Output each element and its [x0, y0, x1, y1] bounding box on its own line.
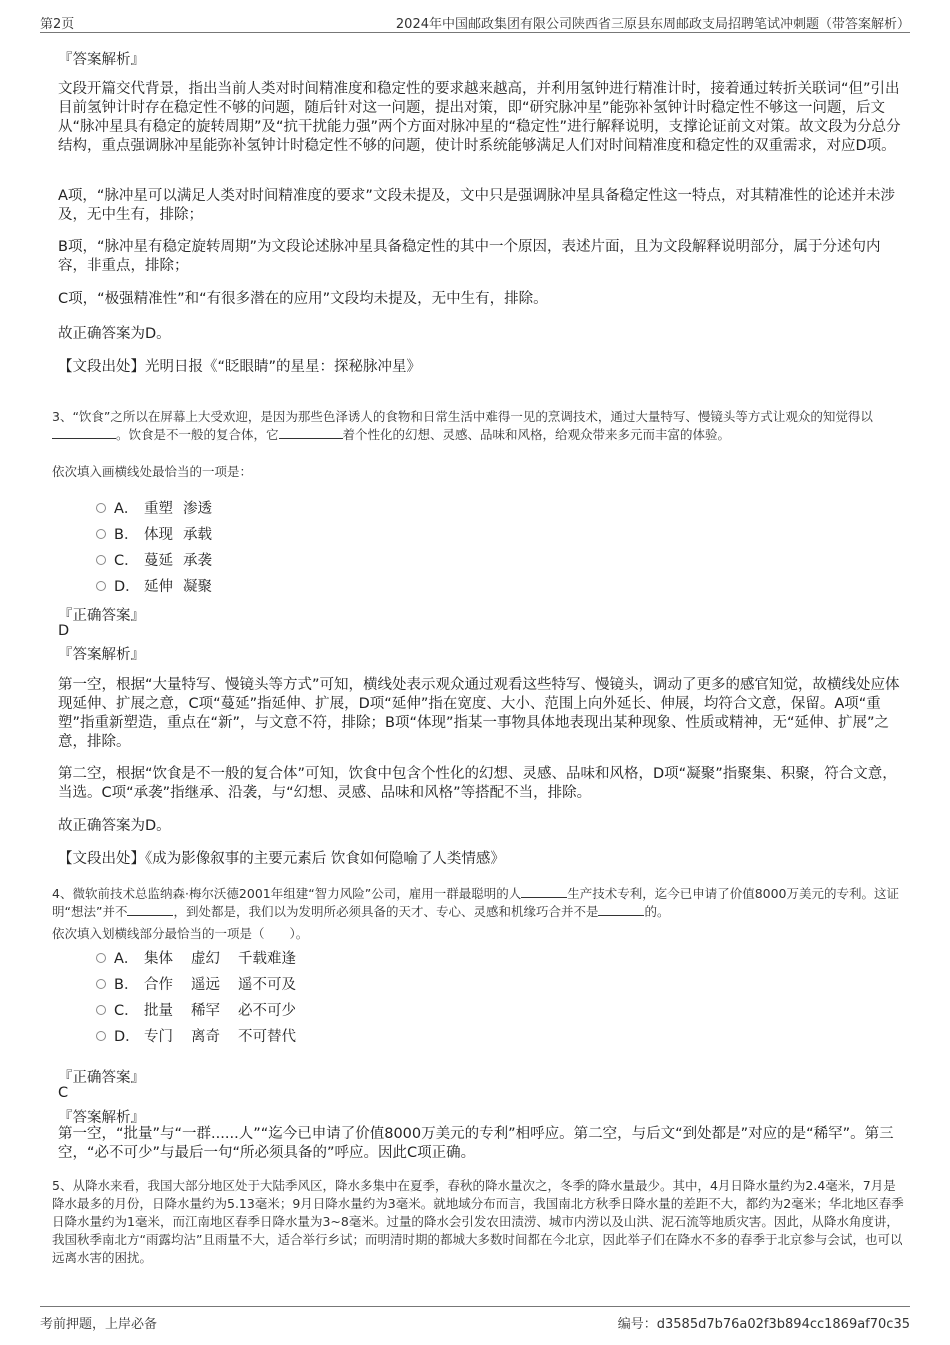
radio-icon[interactable]	[96, 979, 106, 989]
q3-conclusion: 故正确答案为D。	[58, 818, 171, 834]
answer-blank	[598, 903, 644, 916]
page-header	[40, 10, 910, 33]
q5-text: 5、从降水来看，我国大部分地区处于大陆季风区，降水多集中在夏季，春秋的降水量次之，冬季的降水量最少。其中，4月日降水量约为2.4毫米，7月是降水最多的月份，日降水量约为5.13毫米；9月日降水量约为3毫米。就地域分布而言，我国南北方秋季日降水量的差距不大，都约为2毫米；华北地区春季日降水量约为1毫米，而江南地区春季日降水量为3~8毫米。过量的降水会引发农田渍涝、城市内涝以及山洪、泥石流等地质灾害。因此，从降水角度讲，我国秋季南北方“雨露均沾”且雨量不大，适合举行乡试；而明清时期的都城大多数时间都在今北京，因此举子们在降水不多的春季于北京参与会试，也可以远离水害的困扰。	[52, 1178, 904, 1265]
q4-analysis: 第一空，“批量”与“一群......人”“迄今已申请了价值8000万美元的专利”相呼应。第二空，与后文“到处都是”对应的是“稀罕”。第三空，“必不可少”与最后一句“所必须具备的”呼应。因此C项正确。	[58, 1126, 894, 1161]
q4-option-d[interactable]: D． 专门 离奇 不可替代	[96, 1025, 296, 1045]
q3-instruction: 依次填入画横线处最恰当的一项是：	[52, 464, 253, 479]
radio-icon[interactable]	[96, 503, 106, 513]
q3-option-d[interactable]: D． 延伸 凝聚	[96, 575, 212, 595]
q2-analysis-paragraph: 文段开篇交代背景，指出当前人类对时间精准度和稳定性的要求越来越高，并利用氢钟进行精准计时，接着通过转折关联词“但”引出目前氢钟计时存在稳定性不够的问题，随后针对这一问题，提出对策，即“研究脉冲星”能弥补氢钟计时稳定性不够这一问题，后文从“脉冲星具有稳定的旋转周期”及“抗干扰能力强”两个方面对脉冲星的“稳定性”进行解释说明，支撑论证前文对策。故文段为分总分结构，重点强调脉冲星能弥补氢钟计时稳定性不够的问题，使计时系统能够满足人们对时间精准度和稳定性的双重需求，对应D项。	[58, 81, 901, 154]
radio-icon[interactable]	[96, 1031, 106, 1041]
q4-instruction: 依次填入划横线部分最恰当的一项是（ ）。	[52, 926, 309, 941]
answer-blank	[127, 903, 173, 916]
q4-option-c[interactable]: C． 批量 稀罕 必不可少	[96, 999, 296, 1019]
footer-slogan: 考前押题，上岸必备	[40, 1317, 158, 1332]
q4-analysis-label: 『答案解析』	[58, 1110, 145, 1126]
q4-option-a[interactable]: A． 集体 虚幻 千载难逢	[96, 947, 296, 967]
q3-analysis-label: 『答案解析』	[58, 647, 145, 663]
radio-icon[interactable]	[96, 529, 106, 539]
q3-stem: 3、“饮食”之所以在屏幕上大受欢迎，是因为那些色泽诱人的食物和日常生活中难得一见的烹调技术，通过大量特写、慢镜头等方式让观众的知觉得以。饮食是不一般的复合体，它 着个性化的幻想、灵感、品味和风格，给观众带来多元而丰富的体验。	[52, 409, 873, 442]
q2-source: 【文段出处】光明日报《“眨眼睛”的星星：探秘脉冲星》	[58, 359, 422, 375]
q4-stem: 4、微软前技术总监纳森·梅尔沃德2001年组建“智力风险”公司，雇用一群最聪明的人 生产技术专利，迄今已申请了价值8000万美元的专利。这证明“想法”并不 ，到处都是，我们以为发明所必须具备的天才、专心、灵感和机缘巧合并不是 的。	[52, 886, 900, 919]
q4-answer-label: 『正确答案』	[58, 1070, 145, 1086]
radio-icon[interactable]	[96, 555, 106, 565]
q3-option-c[interactable]: C． 蔓延 承袭	[96, 549, 212, 569]
answer-blank	[52, 426, 116, 439]
q3-option-a[interactable]: A． 重塑 渗透	[96, 497, 212, 517]
q2-analysis-label: 『答案解析』	[58, 52, 145, 68]
q3-analysis-paragraph-2: 第二空，根据“饮食是不一般的复合体”可知，饮食中包含个性化的幻想、灵感、品味和风格，D项“凝聚”指聚集、积聚，符合文意，当选。C项“承袭”指继承、沿袭，与“幻想、灵感、品味和风格”等搭配不当，排除。	[58, 766, 897, 801]
document-id: 编号：d3585d7b76a02f3b894cc1869af70c35	[617, 1317, 910, 1332]
radio-icon[interactable]	[96, 1005, 106, 1015]
radio-icon[interactable]	[96, 581, 106, 591]
page-footer	[40, 1306, 910, 1333]
q2-analysis-option-b: B项，“脉冲星有稳定旋转周期”为文段论述脉冲星具备稳定性的其中一个原因，表述片面，且为文段解释说明部分，属于分述句内容，非重点，排除；	[58, 239, 881, 274]
answer-blank	[521, 885, 567, 898]
answer-blank	[279, 426, 343, 439]
q3-answer-label: 『正确答案』	[58, 608, 145, 624]
radio-icon[interactable]	[96, 953, 106, 963]
q2-analysis-option-c: C项，“极强精准性”和“有很多潜在的应用”文段均未提及，无中生有，排除。	[58, 291, 548, 307]
q4-answer: C	[58, 1085, 69, 1101]
q3-analysis-paragraph-1: 第一空，根据“大量特写、慢镜头等方式”可知，横线处表示观众通过观看这些特写、慢镜头，调动了更多的感官知觉，故横线处应体现延伸、扩展之意，C项“蔓延”指延伸、扩展，D项“延伸”指在宽度、大小、范围上向外延长、伸展，均符合文意，保留。A项“重塑”指重新塑造，重点在“新”，与文意不符，排除；B项“体现”指某一事物具体地表现出某种现象、性质或精神，无“延伸、扩展”之意，排除。	[58, 677, 900, 750]
page-number: 第2页	[40, 17, 75, 32]
q2-conclusion: 故正确答案为D。	[58, 326, 171, 342]
q4-option-b[interactable]: B． 合作 遥远 遥不可及	[96, 973, 296, 993]
document-title: 2024年中国邮政集团有限公司陕西省三原县东周邮政支局招聘笔试冲刺题（带答案解析）	[395, 17, 910, 32]
q3-answer: D	[58, 623, 70, 639]
q2-analysis-option-a: A项，“脉冲星可以满足人类对时间精准度的要求”文段未提及，文中只是强调脉冲星具备稳定性这一特点，对其精准性的论述并未涉及，无中生有，排除；	[58, 188, 895, 223]
q3-option-b[interactable]: B． 体现 承载	[96, 523, 212, 543]
q3-source: 【文段出处】《成为影像叙事的主要元素后 饮食如何隐喻了人类情感》	[58, 851, 505, 867]
